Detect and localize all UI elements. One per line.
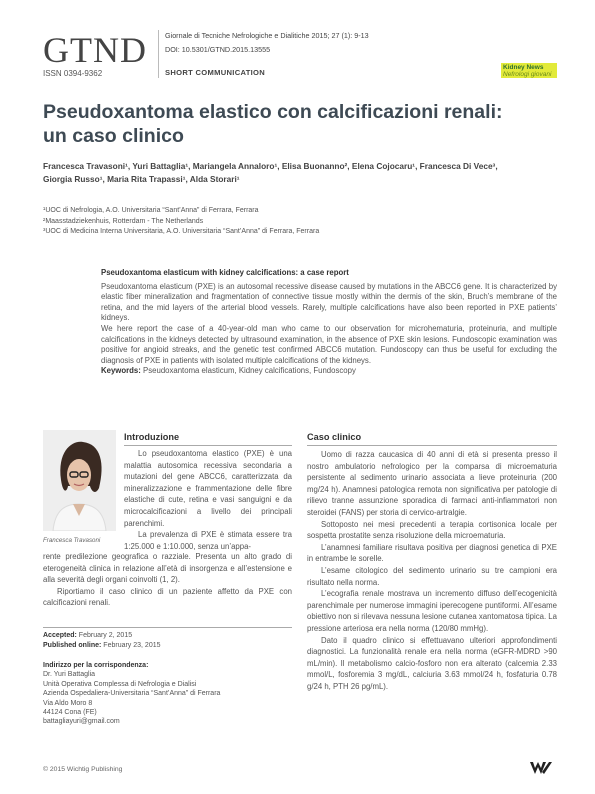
abstract-paragraph-2: We here report the case of a 40-year-old man who came to our observation for microhematuria, proteinuria, and multiple calcifications in the kidneys detected by ultrasound examination, in the absence of PXE skin lesions. Fundoscopic examination was positive for angioid streaks, and the genetic test confirmed ABCC6 mutation. Fundoscopy can thus be useful for excluding the diagnosis of PXE in patients with isolated multiple calcifications of the kidneys. [101, 323, 557, 365]
case-paragraph: Dato il quadro clinico si effettuavano ulteriori approfondimenti diagnostici. La funzionalità renale era nella norma (eGFR-MDRD >90 mL/min). Il metabolismo calcio-fosforo non era alterato (calcemia 2.33 mmol/L, fosforemia 3 mg/dL, calciuria 3.63 mmol/24 h, fosfaturia 0.78 g/24 h, PTH 26 pg/mL). [307, 635, 557, 691]
publication-dates [43, 631, 292, 652]
author-photo [43, 430, 116, 531]
journal-citation: Giornale di Tecniche Nefrologiche e Dialitiche 2015; 27 (1): 9-13 [165, 31, 369, 40]
case-heading: Caso clinico [307, 432, 362, 442]
section-label: SHORT COMMUNICATION [165, 68, 266, 77]
accepted-label: Accepted: [43, 632, 77, 639]
case-rule [307, 445, 557, 446]
keywords-text: Pseudoxantoma elasticum, Kidney calcifications, Fundoscopy [143, 366, 356, 376]
accepted-date [43, 631, 292, 641]
case-paragraph: Uomo di razza caucasica di 40 anni di età si presenta presso il nostro ambulatorio nefrologico per la comparsa di microematuria persistente al sedimento urinario associata a lieve proteinuria (200 mg/24 h). Anamnesi patologica remota non significativa per patologie di rilievo tranne assunzione sporadica di farmaci anti-infiammatori non steroidei (FANS) per storia di cervico-artralgie. [307, 450, 557, 517]
correspondence-line: Dr. Yuri Battaglia [43, 671, 96, 679]
authors-line-2: Giorgia Russo¹, Maria Rita Trapassi¹, Alda Storari¹ [43, 174, 240, 184]
intro-text-narrow [124, 448, 292, 552]
case-paragraph: L’esame citologico del sedimento urinario su tre campioni era risultato nella norma. [307, 565, 557, 587]
title-line-2: un caso clinico [43, 125, 184, 147]
accepted-value: February 2, 2015 [78, 632, 133, 639]
intro-rule [124, 445, 292, 446]
case-text [307, 449, 557, 692]
case-paragraph: L’anamnesi familiare risultava positiva per diagnosi genetica di PXE in entrambe le sorelle. [307, 542, 557, 564]
published-date [43, 641, 292, 651]
correspondence-line: Unità Operativa Complessa di Nefrologia e Dialisi [43, 680, 197, 688]
case-paragraph: Sottoposto nei mesi precedenti a terapia cortisonica locale per sospetta prostatite senza risoluzione della microematuria. [307, 519, 557, 541]
correspondence-email[interactable]: battagliayuri@gmail.com [43, 718, 120, 726]
meta-rule [43, 627, 292, 628]
badge-line-2: Nefrologi giovani [503, 71, 552, 78]
intro-paragraph-2-start: La prevalenza di PXE è stimata essere tra 1:25.000 e 1:10.000, senza un’appa- [124, 530, 292, 551]
abstract-paragraph-1: Pseudoxantoma elasticum (PXE) is an autosomal recessive disease caused by mutations in the ABCC6 gene. It is characterized by elastic fiber mineralization and fragmentation of connective tissue mostly within the dermis of the skin, Bruch’s membrane of the retina, and the mid layers of the arterial blood vessels. Rarely, multiple calcifications have also been reported in PXE patients’ kidneys. [101, 281, 557, 323]
affiliation-2: ²Maasstadziekenhuis, Rotterdam - The Netherlands [43, 217, 204, 225]
header-divider [158, 30, 159, 78]
journal-logo: GTND [43, 30, 147, 70]
photo-caption: Francesca Travasoni [43, 537, 101, 544]
intro-paragraph-1: Lo pseudoxantoma elastico (PXE) è una malattia autosomica recessiva secondaria a mutazioni del gene ABCC6, caratterizzata da mineralizzazione e frammentazione delle fibre elastiche di cute, retina e vasi sanguigni e da microcalcificazioni a livello dei principali parenchimi. [124, 449, 292, 528]
intro-heading: Introduzione [124, 432, 180, 442]
correspondence [43, 661, 292, 727]
correspondence-label: Indirizzo per la corrispondenza: [43, 662, 149, 669]
authors-line-1: Francesca Travasoni¹, Yuri Battaglia¹, Mariangela Annaloro¹, Elisa Buonanno², Elena Cojocaru¹, Francesca Di Vece³, [43, 161, 498, 171]
affiliations [43, 206, 563, 238]
abstract-heading: Pseudoxantoma elasticum with kidney calcifications: a case report [101, 268, 349, 277]
keywords [101, 366, 557, 377]
abstract [101, 268, 557, 377]
affiliation-1: ¹UOC di Nefrologia, A.O. Universitaria “Sant’Anna” di Ferrara, Ferrara [43, 207, 259, 214]
copyright: © 2015 Wichtig Publishing [43, 766, 123, 773]
affiliation-3: ³UOC di Medicina Interna Universitaria, A.O. Universitaria “Sant’Anna” di Ferrara, Ferrara [43, 228, 320, 235]
intro-text-wide [43, 551, 292, 609]
intro-paragraph-3: Riportiamo il caso clinico di un paziente affetto da PXE con calcificazioni renali. [43, 586, 292, 608]
keywords-label: Keywords: [101, 366, 141, 376]
kidney-news-badge [501, 63, 557, 78]
article-title [43, 100, 563, 148]
badge-line-1: Kidney News [503, 64, 544, 71]
published-label: Published online: [43, 642, 102, 650]
title-line-1: Pseudoxantoma elastico con calcificazioni renali: [43, 101, 503, 123]
published-value: February 23, 2015 [103, 642, 161, 650]
correspondence-line: Via Aldo Moro 8 [43, 699, 93, 707]
intro-paragraph-2-end: rente predilezione geografica o razziale. Presenta un alto grado di eterogeneità clinica in relazione all’età di insorgenza e all’estensione e alla severità degli organi coinvolti (1, 2). [43, 552, 292, 585]
publisher-logo-icon [530, 760, 552, 776]
correspondence-line: Azienda Ospedaliera-Universitaria “Sant’Anna” di Ferrara [43, 690, 221, 698]
case-paragraph: L’ecografia renale mostrava un incremento diffuso dell’ecogenicità parenchimale per numerose immagini iperecogene puntiformi. All’esame obiettivo non si rilevava nessuna lesione cutanea xantomatosa tipica. La pressione arteriosa era nella norma (120/80 mmHg). [307, 589, 557, 633]
doi[interactable]: DOI: 10.5301/GTND.2015.13555 [165, 45, 271, 54]
author-list [43, 160, 563, 186]
issn: ISSN 0394-9362 [43, 69, 103, 78]
correspondence-line: 44124 Cona (FE) [43, 709, 97, 717]
